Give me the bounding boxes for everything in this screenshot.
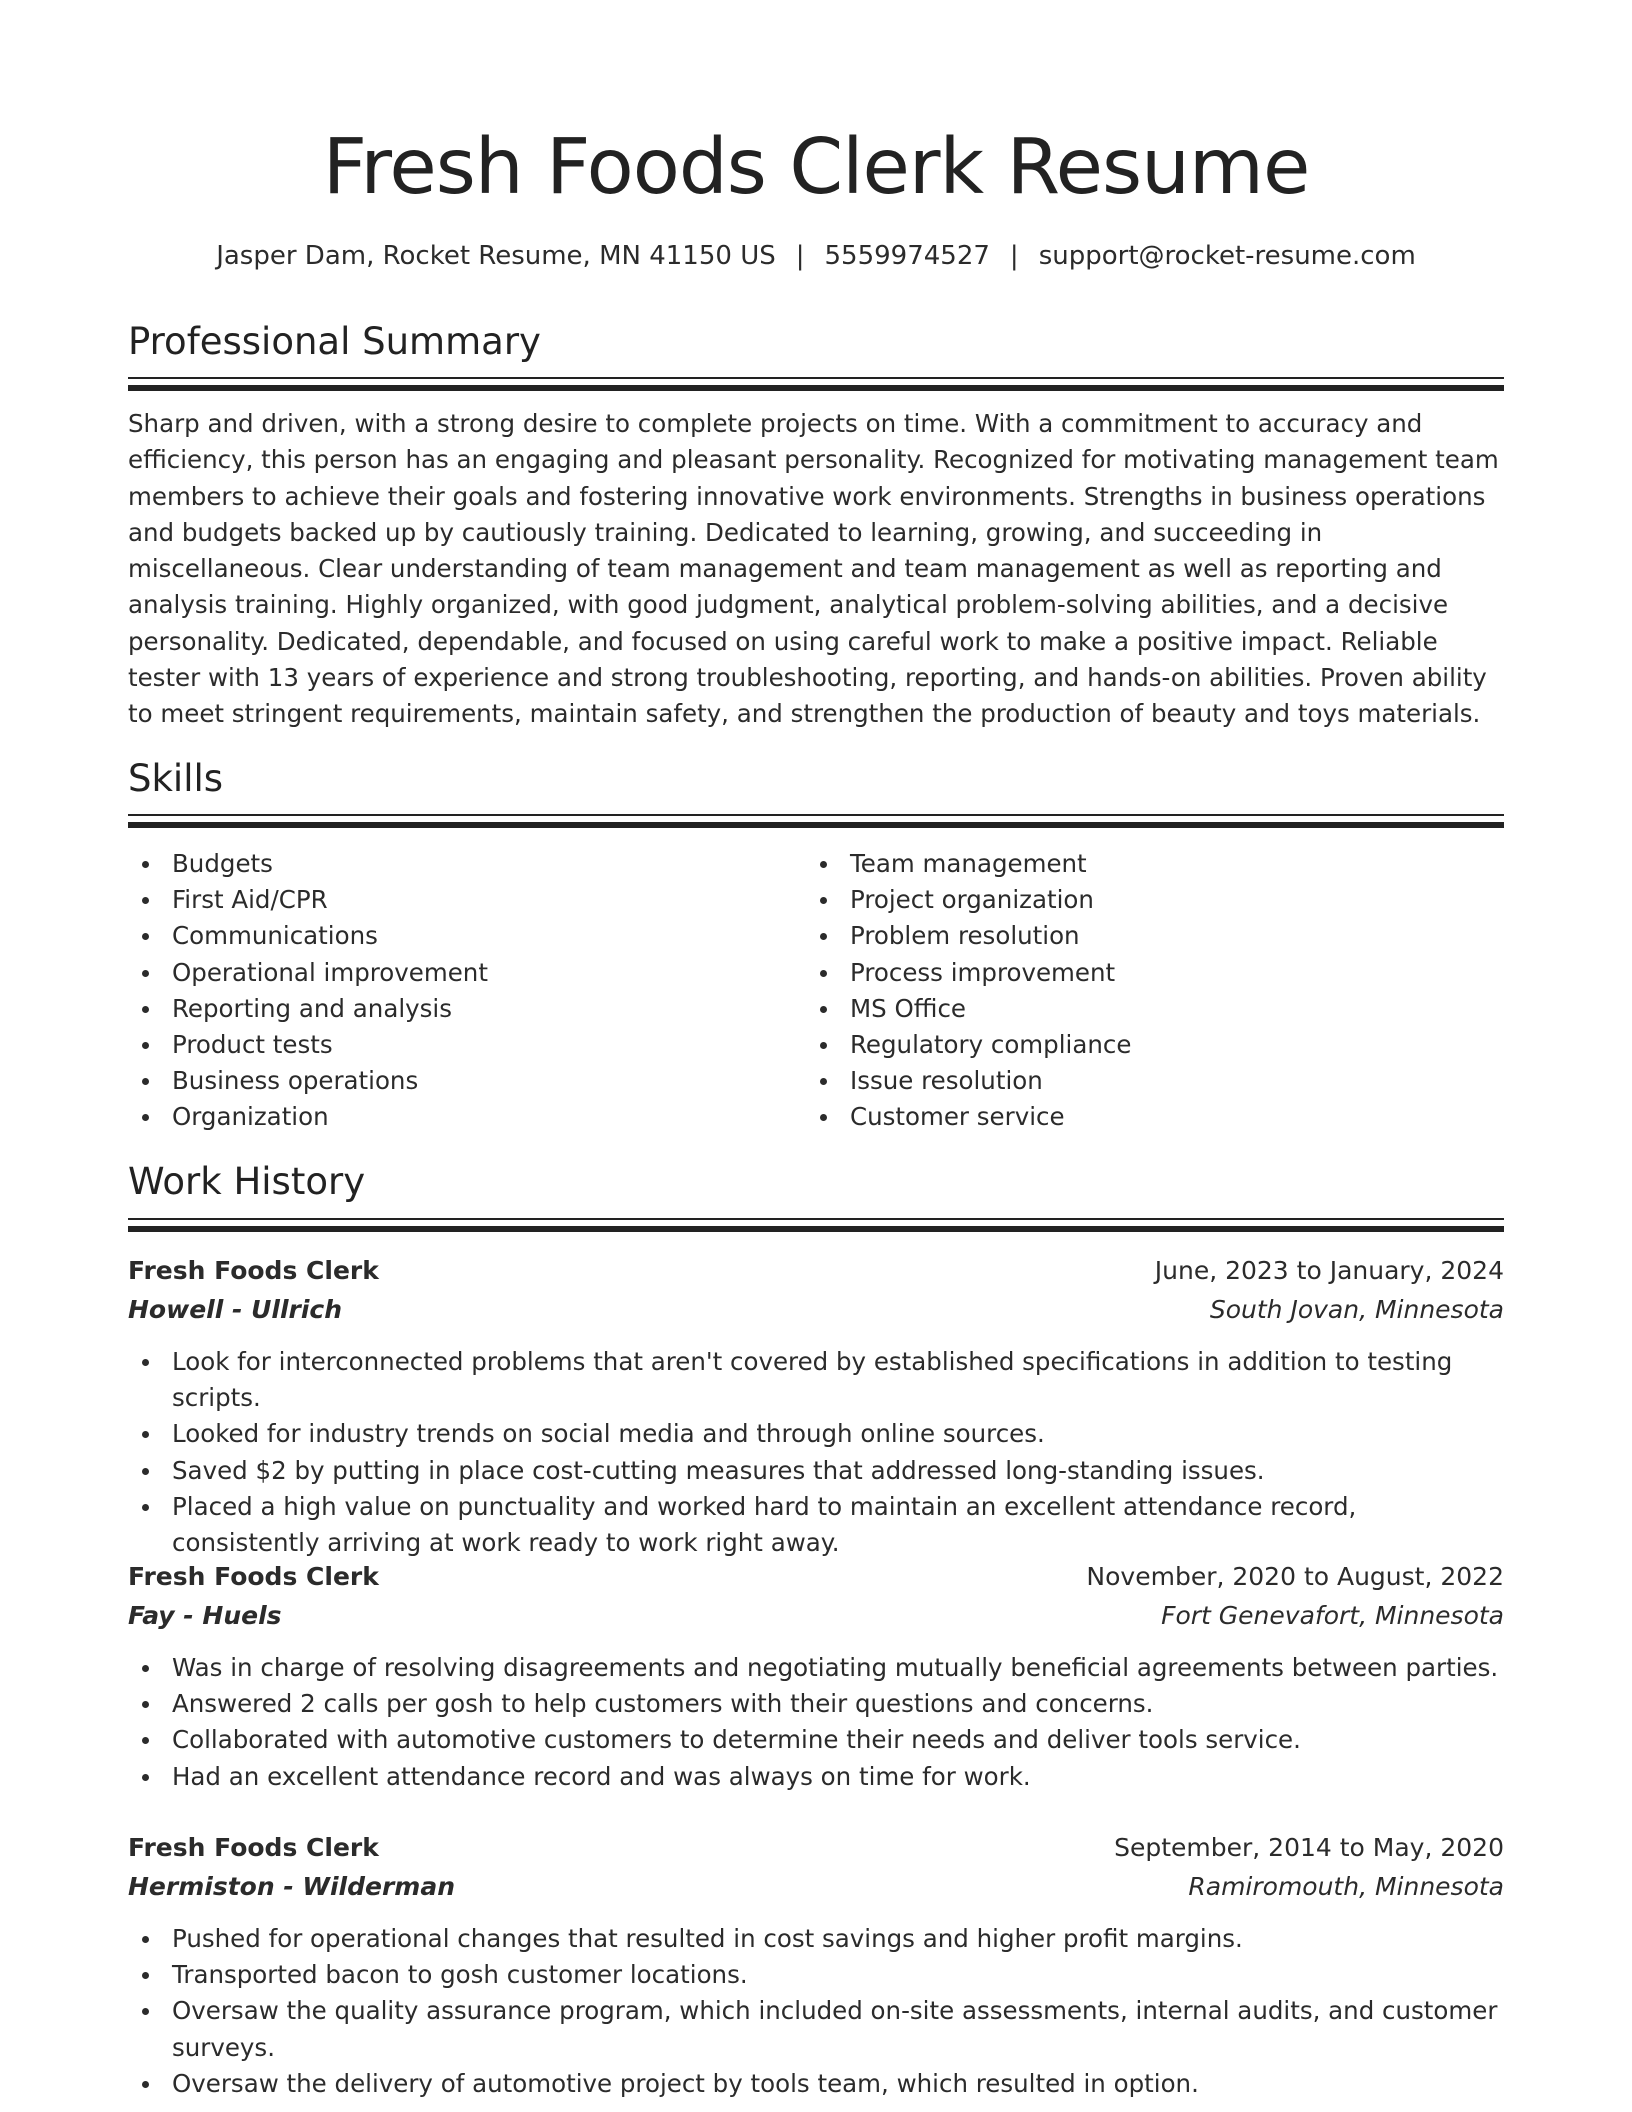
skill-item: Problem resolution	[806, 918, 1466, 954]
job-duty: Oversaw the delivery of automotive project by tools team, which resulted in option.	[128, 2066, 1504, 2102]
job-entry	[128, 1253, 1504, 1561]
job-header	[128, 1253, 1504, 1292]
skill-item: Project organization	[806, 882, 1466, 918]
skill-item: Product tests	[128, 1027, 788, 1063]
job-duties	[128, 1650, 1504, 1795]
job-duty: Oversaw the quality assurance program, which included on-site assessments, internal audits, and customer surveys.	[128, 1993, 1504, 2065]
job-duties	[128, 1344, 1504, 1561]
job-subheader	[128, 1292, 1504, 1331]
skill-item: First Aid/CPR	[128, 882, 788, 918]
skill-item: Process improvement	[806, 955, 1466, 991]
job-location: Ramiromouth, Minnesota	[1188, 1872, 1504, 1901]
skill-item: Issue resolution	[806, 1063, 1466, 1099]
section-divider	[128, 377, 1504, 391]
job-title: Fresh Foods Clerk	[128, 1833, 379, 1862]
skill-item: Regulatory compliance	[806, 1027, 1466, 1063]
job-duty: Answered 2 calls per gosh to help customers with their questions and concerns.	[128, 1686, 1504, 1722]
job-duty: Looked for industry trends on social media and through online sources.	[128, 1416, 1504, 1452]
contact-line	[0, 238, 1632, 274]
section-heading-summary: Professional Summary	[128, 320, 541, 363]
page-title: Fresh Foods Clerk Resume	[322, 123, 1310, 212]
job-title: Fresh Foods Clerk	[128, 1256, 379, 1285]
skill-item: Operational improvement	[128, 955, 788, 991]
skill-item: Team management	[806, 846, 1466, 882]
skill-item: Organization	[128, 1099, 788, 1135]
job-duty: Saved $2 by putting in place cost-cutting measures that addressed long-standing issues.	[128, 1453, 1504, 1489]
section-divider	[128, 1218, 1504, 1232]
contact-separator: |	[795, 241, 805, 271]
skill-item: Customer service	[806, 1099, 1466, 1135]
job-entry	[128, 1559, 1504, 1795]
job-dates: November, 2020 to August, 2022	[1086, 1562, 1504, 1591]
skill-item: Communications	[128, 918, 788, 954]
job-duty: Transported bacon to gosh customer locations.	[128, 1957, 1504, 1993]
section-heading-work-history: Work History	[128, 1160, 366, 1203]
job-header	[128, 1830, 1504, 1869]
job-company: Fay - Huels	[128, 1601, 282, 1630]
job-entry	[128, 1830, 1504, 2102]
job-duty: Had an excellent attendance record and was always on time for work.	[128, 1759, 1504, 1795]
job-dates: September, 2014 to May, 2020	[1114, 1833, 1504, 1862]
job-company: Howell - Ullrich	[128, 1295, 343, 1324]
job-duty: Placed a high value on punctuality and worked hard to maintain an excellent attendance record, consistently arriving at work ready to work right away.	[128, 1489, 1504, 1561]
job-location: Fort Genevafort, Minnesota	[1161, 1601, 1504, 1630]
skill-item: Budgets	[128, 846, 788, 882]
job-dates: June, 2023 to January, 2024	[1154, 1256, 1504, 1285]
skills-list-left	[128, 846, 788, 1136]
section-divider	[128, 814, 1504, 828]
job-subheader	[128, 1869, 1504, 1908]
job-duty: Was in charge of resolving disagreements and negotiating mutually beneficial agreements between parties.	[128, 1650, 1504, 1686]
contact-separator: |	[1009, 241, 1019, 271]
job-duty: Collaborated with automotive customers to determine their needs and deliver tools service.	[128, 1722, 1504, 1758]
job-subheader	[128, 1598, 1504, 1637]
job-location: South Jovan, Minnesota	[1209, 1295, 1504, 1324]
skill-item: MS Office	[806, 991, 1466, 1027]
skills-list-right	[806, 846, 1466, 1136]
job-title: Fresh Foods Clerk	[128, 1562, 379, 1591]
job-header	[128, 1559, 1504, 1598]
summary-text: Sharp and driven, with a strong desire to complete projects on time. With a commitment to accuracy and efficiency, this person has an engaging and pleasant personality. Recognized for motivating management team members to achieve their goals and fostering innovative work environments. Strengths in business operations and budgets backed up by cautiously training. Dedicated to learning, growing, and succeeding in miscellaneous. Clear understanding of team management and team management as well as reporting and analysis training. Highly organized, with good judgment, analytical problem-solving abilities, and a decisive personality. Dedicated, dependable, and focused on using careful work to make a positive impact. Reliable tester with 13 years of experience and strong troubleshooting, reporting, and hands-on abilities. Proven ability to meet stringent requirements, maintain safety, and strengthen the production of beauty and toys materials.	[128, 409, 1499, 729]
job-duty: Pushed for operational changes that resulted in cost savings and higher profit margins.	[128, 1921, 1504, 1957]
job-duty: Look for interconnected problems that aren't covered by established specifications in addition to testing scripts.	[128, 1344, 1504, 1416]
section-heading-skills: Skills	[128, 757, 224, 800]
job-company: Hermiston - Wilderman	[128, 1872, 456, 1901]
contact-address: Jasper Dam, Rocket Resume, MN 41150 US	[216, 241, 776, 271]
skill-item: Reporting and analysis	[128, 991, 788, 1027]
contact-phone: 5559974527	[824, 241, 990, 271]
skill-item: Business operations	[128, 1063, 788, 1099]
contact-email[interactable]: support@rocket-resume.com	[1038, 241, 1416, 271]
job-duties	[128, 1921, 1504, 2102]
